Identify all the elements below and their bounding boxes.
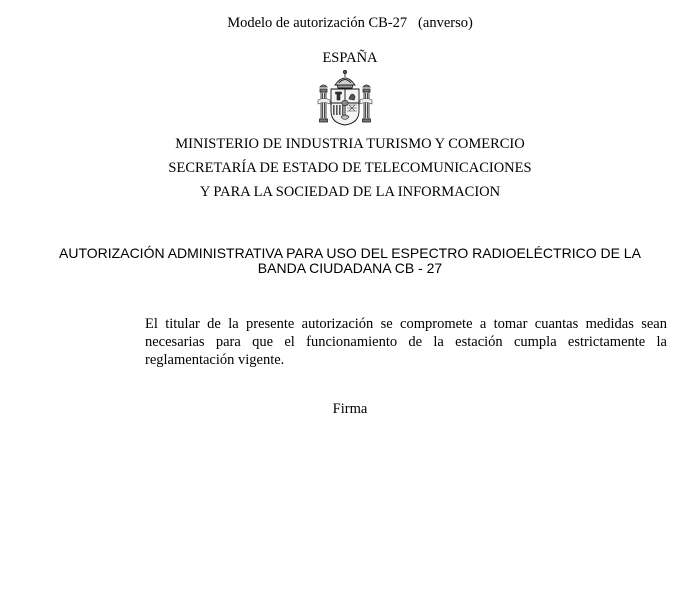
authorization-title-line-2: BANDA CIUDADANA CB - 27 — [257, 260, 443, 276]
coat-of-arms-of-spain-icon — [316, 67, 374, 127]
secretariat-name-continued: Y PARA LA SOCIEDAD DE LA INFORMACION — [199, 184, 501, 200]
signature-label: Firma — [332, 401, 368, 417]
commitment-paragraph: El titular de la presente autorización se compromete a tomar cuantas medidas sean necesarias para que el funcionamiento de la estación cumpla estrictamente la reglamentación vigente. — [145, 316, 667, 368]
authorization-title-line-1: AUTORIZACIÓN ADMINISTRATIVA PARA USO DEL ESPECTRO RADIOELÉCTRICO DE LA — [59, 245, 641, 261]
authorization-title — [0, 246, 700, 276]
country-name: ESPAÑA — [322, 50, 378, 66]
ministry-name: MINISTERIO DE INDUSTRIA TURISMO Y COMERCIO — [175, 136, 525, 152]
secretariat-name: SECRETARÍA DE ESTADO DE TELECOMUNICACIONES — [168, 160, 532, 176]
model-title: Modelo de autorización CB-27 (anverso) — [227, 15, 473, 31]
